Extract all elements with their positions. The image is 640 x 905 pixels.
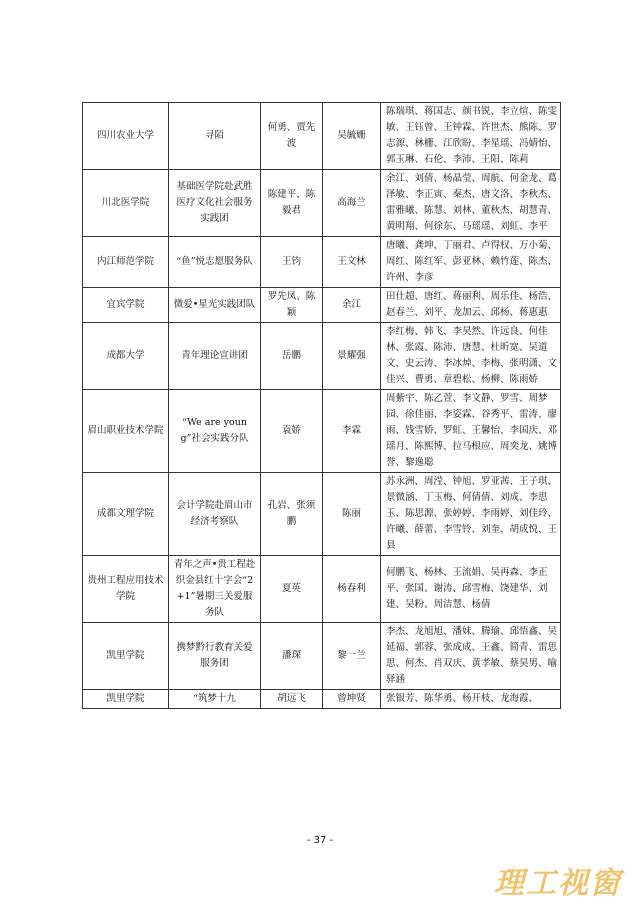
members-cell: 田仕超、唐红、蒋丽利、周乐佳、杨浩、赵春兰、刘平、龙加云、邱杨、蒋惠惠	[381, 288, 561, 323]
members-cell: 李杰、龙旭旭、潘妹、腾瑜、邱悟鑫、吴延福、郭蓉、张成成、王鑫、简青、雷思思、何杰、肖双庆、黄孝敏、蔡昊男、喻驿涵	[381, 623, 561, 690]
advisor-cell: 陈建平、陈毅君	[261, 170, 323, 237]
table-row	[83, 237, 561, 288]
table-row	[83, 390, 561, 473]
advisor-cell: 王钧	[261, 237, 323, 288]
team-cell: 会计学院赴眉山市经济考察队	[169, 473, 261, 556]
table-row	[83, 623, 561, 690]
table-row	[83, 690, 561, 709]
advisor-cell: 罗先凤、陈颖	[261, 288, 323, 323]
team-cell: “We are young”社会实践分队	[169, 390, 261, 473]
school-cell: 四川农业大学	[83, 103, 169, 170]
team-cell: 青年之声•贵工程赴织金县红十字会“2+1”暑期三关爱服务队	[169, 556, 261, 623]
watermark-logo: 理工视窗	[494, 866, 622, 901]
advisor-cell: 潘琛	[261, 623, 323, 690]
team-cell: 青年理论宣讲团	[169, 323, 261, 390]
members-cell: 李红梅、韩飞、李昊然、许远良、何佳林、张霞、陈沛、唐慧、杜昕宽、吴道文、史云涛、李冰焯、李梅、张明潇、文佳兴、曹勇、章碧松、杨柳、陈雨娇	[381, 323, 561, 390]
table-row	[83, 103, 561, 170]
table-row	[83, 473, 561, 556]
school-cell: 成都文理学院	[83, 473, 169, 556]
volunteer-team-table	[82, 102, 561, 709]
team-cell: 微爱•星光实践团队	[169, 288, 261, 323]
table-row	[83, 556, 561, 623]
team-cell: 基础医学院赴武胜医疗文化社会服务实践团	[169, 170, 261, 237]
leader-cell: 曾坤贤	[323, 690, 381, 709]
page-number: - 37 -	[306, 835, 334, 846]
leader-cell: 高海兰	[323, 170, 381, 237]
advisor-cell: 夏英	[261, 556, 323, 623]
school-cell: 川北医学院	[83, 170, 169, 237]
leader-cell: 李霖	[323, 390, 381, 473]
school-cell: 凯里学院	[83, 690, 169, 709]
school-cell: 贵州工程应用技术学院	[83, 556, 169, 623]
advisor-cell: 胡远飞	[261, 690, 323, 709]
advisor-cell: 岳鹏	[261, 323, 323, 390]
leader-cell: 景耀强	[323, 323, 381, 390]
table-row	[83, 288, 561, 323]
leader-cell: 吴毓姗	[323, 103, 381, 170]
team-cell: 寻陌	[169, 103, 261, 170]
members-cell: 周紫宇、陈乙萱、李文静、罗雪、周梦园、徐佳丽、李姿霖、谷秀平、雷涛、廖雨、钱雪娇、罗虹、王馨怡、李国庆、邓瑶月、陈熙博、拉马根应、周奕龙、姚博誉、黎逸聪	[381, 390, 561, 473]
leader-cell: 王文林	[323, 237, 381, 288]
school-cell: 内江师范学院	[83, 237, 169, 288]
leader-cell: 杨春利	[323, 556, 381, 623]
leader-cell: 陈丽	[323, 473, 381, 556]
team-cell: “鱼”悦志愿服务队	[169, 237, 261, 288]
table-row	[83, 323, 561, 390]
advisor-cell: 袁娇	[261, 390, 323, 473]
school-cell: 成都大学	[83, 323, 169, 390]
team-cell: 携梦黔行教育关爱服务团	[169, 623, 261, 690]
school-cell: 凯里学院	[83, 623, 169, 690]
members-cell: 陈瑞琪、蒋国志、颜书锐、李立煊、陈雯敏、王钰曾、王钟霖、许世杰、熊陈、罗志源、林栅、江欣盼、李星瑶、冯婧怡、郭玉琳、石伦、李沛、王阳、陈莉	[381, 103, 561, 170]
members-cell: 苏永洲、周滢、钟旭、罗亚茜、王子琪、景微涵、丁玉梅、何倩倩、刘成、李思玉、陈思源、张婷婷、李雨婷、刘佳玲、许曦、薛蕾、李雪铃、刘奎、胡成悦、王县	[381, 473, 561, 556]
school-cell: 宜宾学院	[83, 288, 169, 323]
leader-cell: 黎一兰	[323, 623, 381, 690]
advisor-cell: 何勇、贾先波	[261, 103, 323, 170]
table-row	[83, 170, 561, 237]
members-cell: 张银芳、陈华勇、杨开枝、龙海霞、	[381, 690, 561, 709]
leader-cell: 余江	[323, 288, 381, 323]
school-cell: 眉山职业技术学院	[83, 390, 169, 473]
members-cell: 何鹏飞、杨林、王流娟、吴再森、李正平、张国、谢涛、邱雪梅、饶建华、刘建、吴粉、周洁慧、杨倩	[381, 556, 561, 623]
members-cell: 余江、刘倩、杨晶莹、周航、何金龙、葛泽敏、李正寅、秦杰、唐文洛、李秋杰、雷雅曦、陈慧、刘林、董秋杰、胡慧青、黄明翔、何徐东、马瑶瑶、刘虹、李平	[381, 170, 561, 237]
advisor-cell: 孔岩、张须鹏	[261, 473, 323, 556]
team-cell: “筑梦十九	[169, 690, 261, 709]
members-cell: 唐曦、龚坤、丁丽君、卢得权、万小菊、周红、陈红军、彭亚林、赖竹莲、陈杰、许州、李彦	[381, 237, 561, 288]
